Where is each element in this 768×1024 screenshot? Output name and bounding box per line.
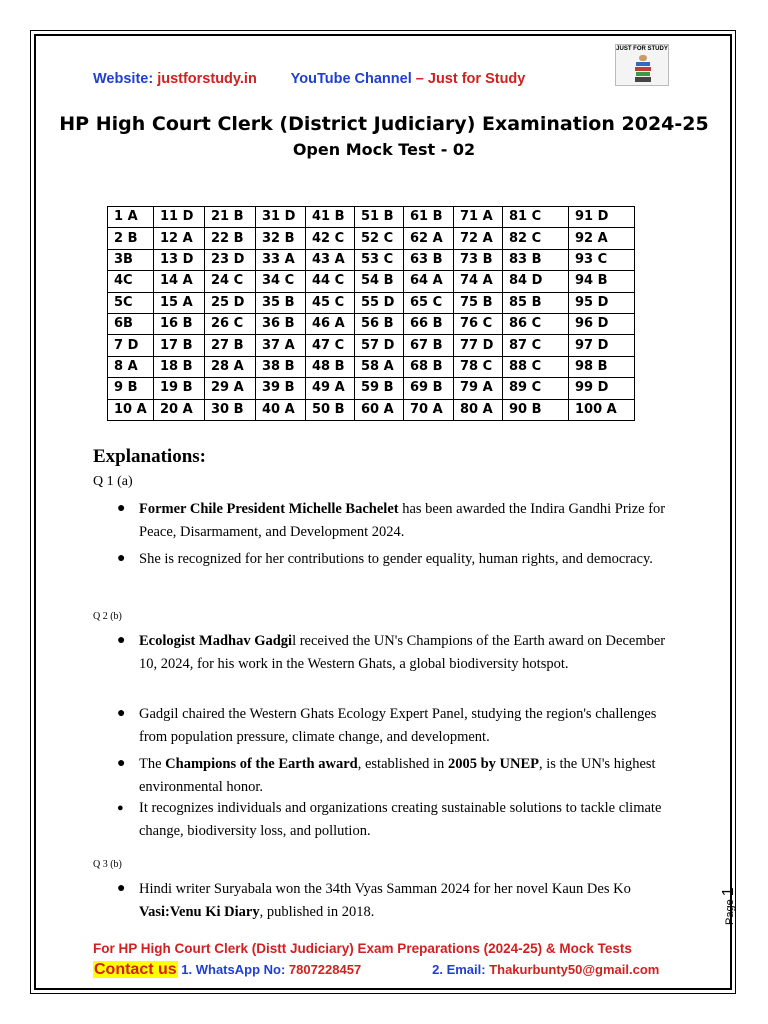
answer-cell: 30 B	[205, 399, 256, 420]
answer-key-table	[107, 206, 635, 421]
answer-cell: 99 D	[569, 378, 635, 399]
answer-cell: 29 A	[205, 378, 256, 399]
answer-cell: 9 B	[108, 378, 154, 399]
answer-cell: 41 B	[306, 207, 355, 228]
answer-cell: 27 B	[205, 335, 256, 356]
answer-cell: 43 A	[306, 249, 355, 270]
bullet-icon: ●	[117, 881, 126, 896]
answer-cell: 15 A	[154, 292, 205, 313]
answer-cell: 73 B	[454, 249, 503, 270]
answer-cell: 26 C	[205, 313, 256, 334]
answer-cell: 54 B	[355, 271, 404, 292]
answer-cell: 87 C	[503, 335, 569, 356]
website-label: Website:	[93, 71, 158, 87]
answer-cell: 37 A	[256, 335, 306, 356]
answer-cell: 52 C	[355, 228, 404, 249]
bullet-icon: ●	[117, 802, 124, 814]
answer-cell: 81 C	[503, 207, 569, 228]
answer-cell: 76 C	[454, 313, 503, 334]
answer-cell: 4C	[108, 271, 154, 292]
answer-cell: 70 A	[404, 399, 454, 420]
answer-cell: 55 D	[355, 292, 404, 313]
q1-bullet-1: ● Former Chile President Michelle Bachelet has been awarded the Indira Gandhi Prize for Peace, Disarmament, and Development 2024.	[139, 498, 679, 543]
answer-cell: 40 A	[256, 399, 306, 420]
answer-cell: 36 B	[256, 313, 306, 334]
bullet-icon: ●	[117, 756, 126, 771]
logo-text: JUST FOR STUDY	[616, 46, 668, 52]
answer-cell: 63 B	[404, 249, 454, 270]
answer-cell: 19 B	[154, 378, 205, 399]
answer-cell: 86 C	[503, 313, 569, 334]
answer-cell: 98 B	[569, 356, 635, 377]
footer-tagline: For HP High Court Clerk (Distt Judiciary) Exam Preparations (2024-25) & Mock Tests	[93, 941, 632, 956]
answer-cell: 50 B	[306, 399, 355, 420]
answer-cell: 82 C	[503, 228, 569, 249]
q2-label: Q 2 (b)	[93, 611, 122, 622]
youtube-label: YouTube Channel	[290, 71, 416, 87]
q2-bullet-1: ● Ecologist Madhav Gadgil received the UN's Champions of the Earth award on December 10, 2024, for his work in the Western Ghats, a global biodiversity hotspot.	[139, 630, 679, 675]
answer-cell: 83 B	[503, 249, 569, 270]
q3-bullet-1: ● Hindi writer Suryabala won the 34th Vyas Samman 2024 for her novel Kaun Des Ko Vasi:Venu Ki Diary, published in 2018.	[139, 878, 679, 923]
answer-cell: 16 B	[154, 313, 205, 334]
answer-cell: 53 C	[355, 249, 404, 270]
answer-row	[108, 399, 635, 420]
answer-cell: 5C	[108, 292, 154, 313]
footer-contact	[93, 961, 659, 979]
answer-cell: 80 A	[454, 399, 503, 420]
answer-cell: 8 A	[108, 356, 154, 377]
q2-bullet-2: ● Gadgil chaired the Western Ghats Ecology Expert Panel, studying the region's challenges from population pressure, climate change, and development.	[139, 703, 679, 748]
q2-bullet-4: ● It recognizes individuals and organizations creating sustainable solutions to tackle climate change, biodiversity loss, and pollution.	[139, 797, 679, 842]
answer-cell: 91 D	[569, 207, 635, 228]
answer-cell: 7 D	[108, 335, 154, 356]
answer-cell: 10 A	[108, 399, 154, 420]
answer-cell: 21 B	[205, 207, 256, 228]
answer-cell: 25 D	[205, 292, 256, 313]
answer-row	[108, 271, 635, 292]
email-link[interactable]: Thakurbunty50@gmail.com	[489, 962, 660, 977]
answer-cell: 65 C	[404, 292, 454, 313]
exam-title: HP High Court Clerk (District Judiciary) Examination 2024-25	[59, 113, 709, 135]
answer-cell: 51 B	[355, 207, 404, 228]
bullet-icon: ●	[117, 633, 126, 648]
answer-cell: 66 B	[404, 313, 454, 334]
answer-cell: 97 D	[569, 335, 635, 356]
youtube-link[interactable]: – Just for Study	[415, 71, 526, 87]
answer-cell: 12 A	[154, 228, 205, 249]
answer-cell: 3B	[108, 249, 154, 270]
answer-cell: 62 A	[404, 228, 454, 249]
answer-cell: 42 C	[306, 228, 355, 249]
header-links	[93, 71, 525, 87]
answer-cell: 18 B	[154, 356, 205, 377]
answer-cell: 71 A	[454, 207, 503, 228]
answer-cell: 2 B	[108, 228, 154, 249]
answer-cell: 95 D	[569, 292, 635, 313]
answer-cell: 94 B	[569, 271, 635, 292]
page-number: 1	[720, 887, 737, 897]
answer-cell: 56 B	[355, 313, 404, 334]
answer-cell: 61 B	[404, 207, 454, 228]
answer-cell: 49 A	[306, 378, 355, 399]
answer-cell: 28 A	[205, 356, 256, 377]
answer-cell: 89 C	[503, 378, 569, 399]
answer-cell: 22 B	[205, 228, 256, 249]
answer-cell: 68 B	[404, 356, 454, 377]
answer-cell: 79 A	[454, 378, 503, 399]
answer-cell: 100 A	[569, 399, 635, 420]
page-label: Page	[724, 899, 736, 925]
answer-cell: 72 A	[454, 228, 503, 249]
answer-cell: 58 A	[355, 356, 404, 377]
answer-cell: 20 A	[154, 399, 205, 420]
answer-cell: 60 A	[355, 399, 404, 420]
answer-cell: 74 A	[454, 271, 503, 292]
answer-row	[108, 249, 635, 270]
answer-row	[108, 378, 635, 399]
answer-cell: 64 A	[404, 271, 454, 292]
answer-cell: 48 B	[306, 356, 355, 377]
answer-row	[108, 207, 635, 228]
answer-cell: 88 C	[503, 356, 569, 377]
bullet-icon: ●	[117, 501, 126, 516]
answer-cell: 67 B	[404, 335, 454, 356]
answer-cell: 59 B	[355, 378, 404, 399]
answer-cell: 11 D	[154, 207, 205, 228]
answer-row	[108, 335, 635, 356]
bullet-icon: ●	[117, 551, 126, 566]
answer-cell: 69 B	[404, 378, 454, 399]
answer-cell: 93 C	[569, 249, 635, 270]
answer-cell: 75 B	[454, 292, 503, 313]
answer-cell: 35 B	[256, 292, 306, 313]
answer-cell: 77 D	[454, 335, 503, 356]
answer-cell: 90 B	[503, 399, 569, 420]
answer-cell: 85 B	[503, 292, 569, 313]
answer-cell: 23 D	[205, 249, 256, 270]
q3-label: Q 3 (b)	[93, 859, 122, 870]
whatsapp-label: 1. WhatsApp No:	[177, 962, 289, 977]
answer-cell: 14 A	[154, 271, 205, 292]
answer-cell: 31 D	[256, 207, 306, 228]
explanations-heading: Explanations:	[93, 446, 206, 467]
just-for-study-logo	[615, 44, 669, 86]
answer-cell: 1 A	[108, 207, 154, 228]
answer-cell: 96 D	[569, 313, 635, 334]
answer-cell: 46 A	[306, 313, 355, 334]
answer-cell: 34 C	[256, 271, 306, 292]
answer-cell: 45 C	[306, 292, 355, 313]
answer-row	[108, 356, 635, 377]
answer-row	[108, 292, 635, 313]
email-label: 2. Email:	[432, 962, 490, 977]
answer-cell: 32 B	[256, 228, 306, 249]
mock-test-title: Open Mock Test - 02	[292, 140, 476, 159]
answer-cell: 39 B	[256, 378, 306, 399]
answer-cell: 84 D	[503, 271, 569, 292]
answer-cell: 38 B	[256, 356, 306, 377]
answer-cell: 78 C	[454, 356, 503, 377]
answer-cell: 17 B	[154, 335, 205, 356]
q1-label: Q 1 (a)	[93, 474, 133, 489]
answer-cell: 57 D	[355, 335, 404, 356]
answer-cell: 47 C	[306, 335, 355, 356]
page-number-marker	[720, 887, 738, 925]
bullet-icon: ●	[117, 706, 126, 721]
website-link[interactable]: justforstudy.in	[157, 71, 257, 87]
answer-row	[108, 228, 635, 249]
answer-cell: 24 C	[205, 271, 256, 292]
q2-bullet-3: ● The Champions of the Earth award, established in 2005 by UNEP, is the UN's highest environmental honor.	[139, 753, 679, 798]
answer-cell: 92 A	[569, 228, 635, 249]
q1-bullet-2: ● She is recognized for her contributions to gender equality, human rights, and democracy.	[139, 548, 679, 571]
contact-us-label: Contact us	[94, 961, 177, 978]
books-icon	[634, 55, 652, 83]
whatsapp-number[interactable]: 7807228457	[288, 962, 362, 977]
answer-cell: 33 A	[256, 249, 306, 270]
answer-cell: 6B	[108, 313, 154, 334]
answer-cell: 44 C	[306, 271, 355, 292]
answer-row	[108, 313, 635, 334]
answer-cell: 13 D	[154, 249, 205, 270]
